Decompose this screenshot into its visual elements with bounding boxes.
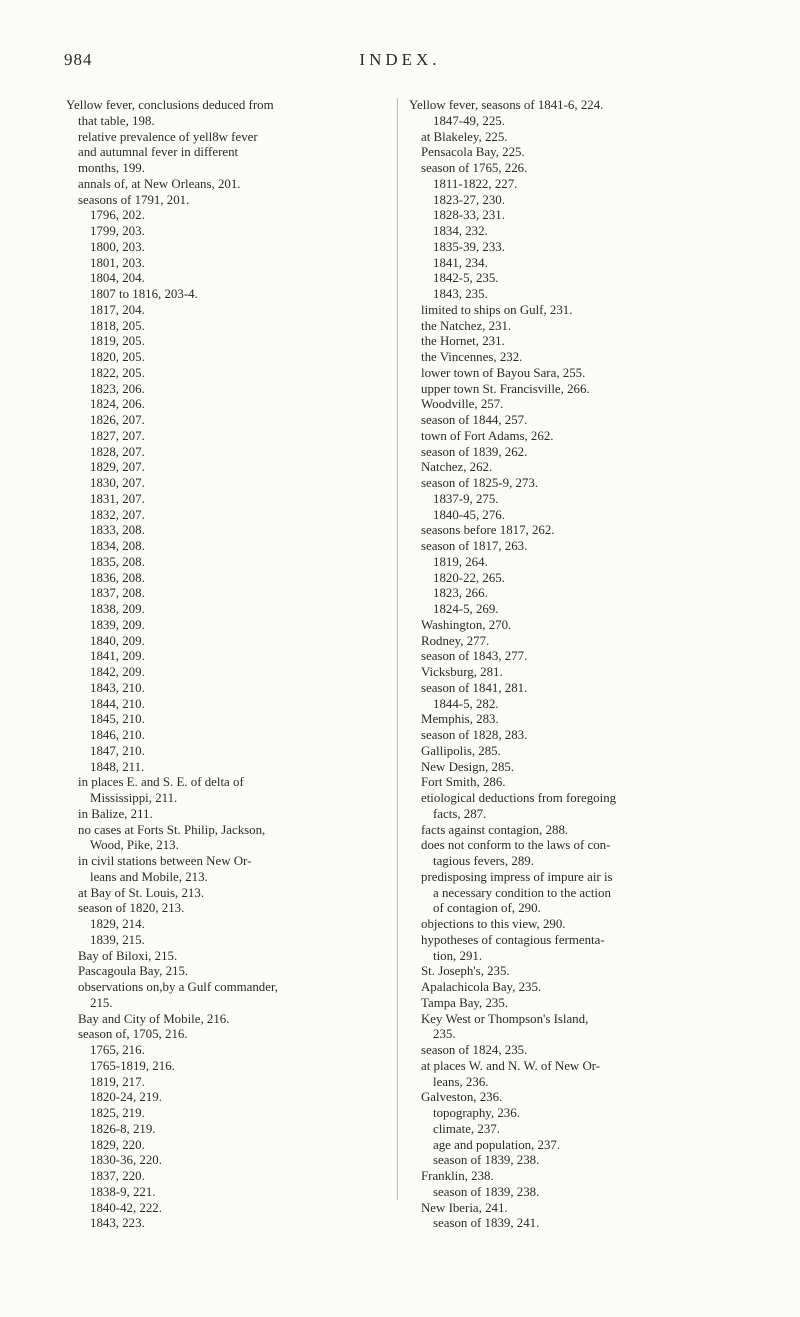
index-entry: 1801, 203. — [90, 255, 145, 270]
index-entry: 1837, 208. — [90, 586, 145, 601]
index-entry: season of 1820, 213. — [78, 901, 185, 916]
index-entry: Fort Smith, 286. — [421, 775, 506, 790]
running-head: INDEX. — [359, 50, 441, 69]
index-entry: 1832, 207. — [90, 507, 145, 522]
index-entry: 1846, 210. — [90, 728, 145, 742]
index-entry: Key West or Thompson's Island, — [421, 1011, 589, 1026]
index-entry: 1823, 266. — [433, 586, 488, 601]
index-entry: and autumnal fever in different — [78, 145, 239, 160]
index-entry: objections to this view, 290. — [421, 917, 566, 931]
index-entry: 1842, 209. — [90, 665, 145, 679]
index-entry: St. Joseph's, 235. — [421, 964, 510, 979]
index-entry: 1807 to 1816, 203-4. — [90, 287, 198, 301]
index-entry: 1819, 264. — [433, 554, 488, 569]
index-entry: at Blakeley, 225. — [421, 129, 508, 144]
index-entry: tagious fevers, 289. — [433, 854, 534, 868]
index-entry: season of 1817, 263. — [421, 539, 528, 553]
page-header — [0, 50, 800, 80]
index-entry: Washington, 270. — [421, 617, 512, 632]
index-entry: predisposing impress of impure air is — [421, 869, 613, 884]
index-entry: Yellow fever, conclusions deduced from — [66, 98, 274, 112]
index-entry: Tampa Bay, 235. — [421, 995, 509, 1010]
index-entry: etiological deductions from foregoing — [421, 791, 617, 805]
index-entry: season of, 1705, 216. — [78, 1027, 188, 1042]
index-entry: Mississippi, 211. — [90, 791, 178, 805]
index-entry: season of 1828, 283. — [421, 728, 528, 742]
index-entry: 1834, 232. — [433, 224, 488, 238]
index-entry: 1817, 204. — [90, 302, 145, 317]
index-entry: 1799, 203. — [90, 224, 145, 238]
index-entry: 1818, 205. — [90, 318, 145, 333]
index-entry: 1834, 208. — [90, 539, 145, 553]
index-column-right — [409, 98, 749, 1232]
index-entry: 1822, 205. — [90, 365, 145, 380]
index-entry: limited to ships on Gulf, 231. — [421, 302, 573, 317]
index-entry: 1824, 206. — [90, 397, 145, 412]
index-entry: seasons before 1817, 262. — [421, 523, 555, 538]
index-entry: 1819, 205. — [90, 334, 145, 349]
index-entry: 1826-8, 219. — [90, 1121, 156, 1136]
index-entry: 1800, 203. — [90, 239, 145, 254]
index-entry: 1826, 207. — [90, 413, 145, 427]
index-entry: leans and Mobile, 213. — [90, 869, 208, 884]
index-entry: Yellow fever, seasons of 1841-6, 224. — [409, 98, 604, 112]
index-entry: Galveston, 236. — [421, 1090, 503, 1105]
index-entry: 1840, 209. — [90, 633, 145, 648]
index-entry: season of 1824, 235. — [421, 1043, 528, 1057]
index-entry: lower town of Bayou Sara, 255. — [421, 365, 586, 380]
index-entry: 1848, 211. — [90, 759, 145, 774]
index-entry: season of 1825-9, 273. — [421, 476, 539, 490]
index-entry: facts, 287. — [433, 806, 487, 821]
index-entry: the Hornet, 231. — [421, 334, 505, 349]
index-entry: 1847-49, 225. — [433, 113, 505, 128]
index-entry: season of 1839, 238. — [433, 1184, 540, 1199]
index-entry: in places E. and S. E. of delta of — [78, 775, 244, 790]
index-entry: 1841, 234. — [433, 255, 488, 270]
index-entry: season of 1839, 238. — [433, 1153, 540, 1168]
index-entry: no cases at Forts St. Philip, Jackson, — [78, 822, 266, 837]
index-entry: season of 1841, 281. — [421, 680, 528, 695]
index-entry: 1843, 223. — [90, 1216, 145, 1231]
index-entry: 1811-1822, 227. — [433, 176, 518, 191]
index-entry: topography, 236. — [433, 1106, 520, 1120]
index-entry: 1831, 207. — [90, 491, 145, 506]
index-entry: a necessary condition to the action — [433, 885, 611, 900]
index-entry: 1840-45, 276. — [433, 507, 505, 522]
index-entry: in civil stations between New Or- — [78, 854, 252, 868]
index-entry: 1829, 207. — [90, 460, 145, 475]
index-entry: Memphis, 283. — [421, 712, 499, 727]
index-entry: 1835-39, 233. — [433, 239, 505, 254]
index-entry: 1838-9, 221. — [90, 1184, 156, 1199]
index-entry: 1830-36, 220. — [90, 1153, 162, 1168]
index-entry: the Natchez, 231. — [421, 318, 512, 333]
index-entry: 1820, 205. — [90, 350, 145, 364]
index-entry: 1840-42, 222. — [90, 1200, 162, 1215]
index-entry: 1841, 209. — [90, 649, 145, 664]
index-entry: 1827, 207. — [90, 428, 145, 443]
index-entry: 1765, 216. — [90, 1043, 145, 1057]
index-entry: Franklin, 238. — [421, 1169, 494, 1183]
index-entry: Pascagoula Bay, 215. — [78, 964, 189, 979]
index-entry: 1836, 208. — [90, 570, 145, 585]
index-entry: observations on,by a Gulf commander, — [78, 980, 278, 994]
index-entry: Rodney, 277. — [421, 633, 490, 648]
index-entry: 1835, 208. — [90, 554, 145, 569]
index-entry: 1804, 204. — [90, 271, 145, 286]
index-entry: 1830, 207. — [90, 476, 145, 490]
index-entry: 1839, 215. — [90, 932, 145, 947]
index-entry: 1819, 217. — [90, 1074, 145, 1089]
index-entry: 1765-1819, 216. — [90, 1058, 175, 1073]
index-entry: of contagion of, 290. — [433, 901, 541, 916]
index-entry: Gallipolis, 285. — [421, 743, 501, 758]
index-entry: New Iberia, 241. — [421, 1200, 508, 1215]
index-entry: 235. — [433, 1027, 456, 1042]
index-entry: 1844-5, 282. — [433, 696, 499, 711]
index-entry: Natchez, 262. — [421, 460, 493, 475]
index-entry: seasons of 1791, 201. — [78, 192, 190, 207]
index-entry: season of 1839, 262. — [421, 444, 528, 459]
index-entry: Bay of Biloxi, 215. — [78, 948, 178, 963]
index-entry: season of 1844, 257. — [421, 413, 528, 427]
index-entry: 1824-5, 269. — [433, 602, 499, 616]
index-entry: annals of, at New Orleans, 201. — [78, 176, 241, 191]
index-entry: 215. — [90, 995, 113, 1010]
index-entry: 1829, 220. — [90, 1137, 145, 1152]
index-column-left — [66, 98, 386, 1232]
index-entry: 1823, 206. — [90, 381, 145, 396]
index-entry: age and population, 237. — [433, 1137, 561, 1152]
index-entry: Vicksburg, 281. — [421, 665, 503, 679]
index-entry: 1828, 207. — [90, 444, 145, 459]
index-entry: season of 1765, 226. — [421, 161, 528, 175]
index-entry: 1845, 210. — [90, 712, 145, 727]
index-entry: tion, 291. — [433, 948, 483, 963]
index-entry: upper town St. Francisville, 266. — [421, 381, 590, 396]
index-entry: 1847, 210. — [90, 743, 145, 758]
page-number: 984 — [64, 50, 93, 69]
index-entry: Pensacola Bay, 225. — [421, 145, 525, 160]
index-entry: 1837-9, 275. — [433, 491, 499, 506]
index-entry: 1842-5, 235. — [433, 271, 499, 286]
index-entry: months, 199. — [78, 161, 145, 175]
index-entry: Bay and City of Mobile, 216. — [78, 1011, 230, 1026]
index-entry: 1833, 208. — [90, 523, 145, 538]
index-entry: 1829, 214. — [90, 917, 145, 931]
index-entry: 1843, 235. — [433, 287, 488, 301]
index-entry: Woodville, 257. — [421, 397, 504, 412]
index-entry: 1839, 209. — [90, 617, 145, 632]
index-entry: 1843, 210. — [90, 680, 145, 695]
index-entry: climate, 237. — [433, 1121, 500, 1136]
index-entry: 1837, 220. — [90, 1169, 145, 1183]
index-entry: 1823-27, 230. — [433, 192, 505, 207]
index-entry: 1838, 209. — [90, 602, 145, 616]
index-entry: town of Fort Adams, 262. — [421, 428, 554, 443]
index-entry: season of 1839, 241. — [433, 1216, 540, 1231]
index-entry: New Design, 285. — [421, 759, 515, 774]
index-entry: 1796, 202. — [90, 208, 145, 223]
index-entry: 1825, 219. — [90, 1106, 145, 1120]
index-entry: 1820-24, 219. — [90, 1090, 162, 1105]
index-entry: the Vincennes, 232. — [421, 350, 523, 364]
column-divider — [397, 98, 398, 1200]
index-entry: 1844, 210. — [90, 696, 145, 711]
index-entry: at Bay of St. Louis, 213. — [78, 885, 205, 900]
index-entry: facts against contagion, 288. — [421, 822, 569, 837]
index-entry: relative prevalence of yell8w fever — [78, 129, 258, 144]
index-entry: hypotheses of contagious fermenta- — [421, 932, 605, 947]
index-entry: 1828-33, 231. — [433, 208, 505, 223]
index-entry: leans, 236. — [433, 1074, 489, 1089]
index-entry: in Balize, 211. — [78, 806, 153, 821]
index-entry: season of 1843, 277. — [421, 649, 528, 664]
index-entry: Apalachicola Bay, 235. — [421, 980, 542, 994]
index-entry: at places W. and N. W. of New Or- — [421, 1058, 601, 1073]
index-entry: does not conform to the laws of con- — [421, 838, 611, 853]
index-entry: that table, 198. — [78, 113, 155, 128]
index-entry: Wood, Pike, 213. — [90, 838, 179, 853]
index-entry: 1820-22, 265. — [433, 570, 505, 585]
